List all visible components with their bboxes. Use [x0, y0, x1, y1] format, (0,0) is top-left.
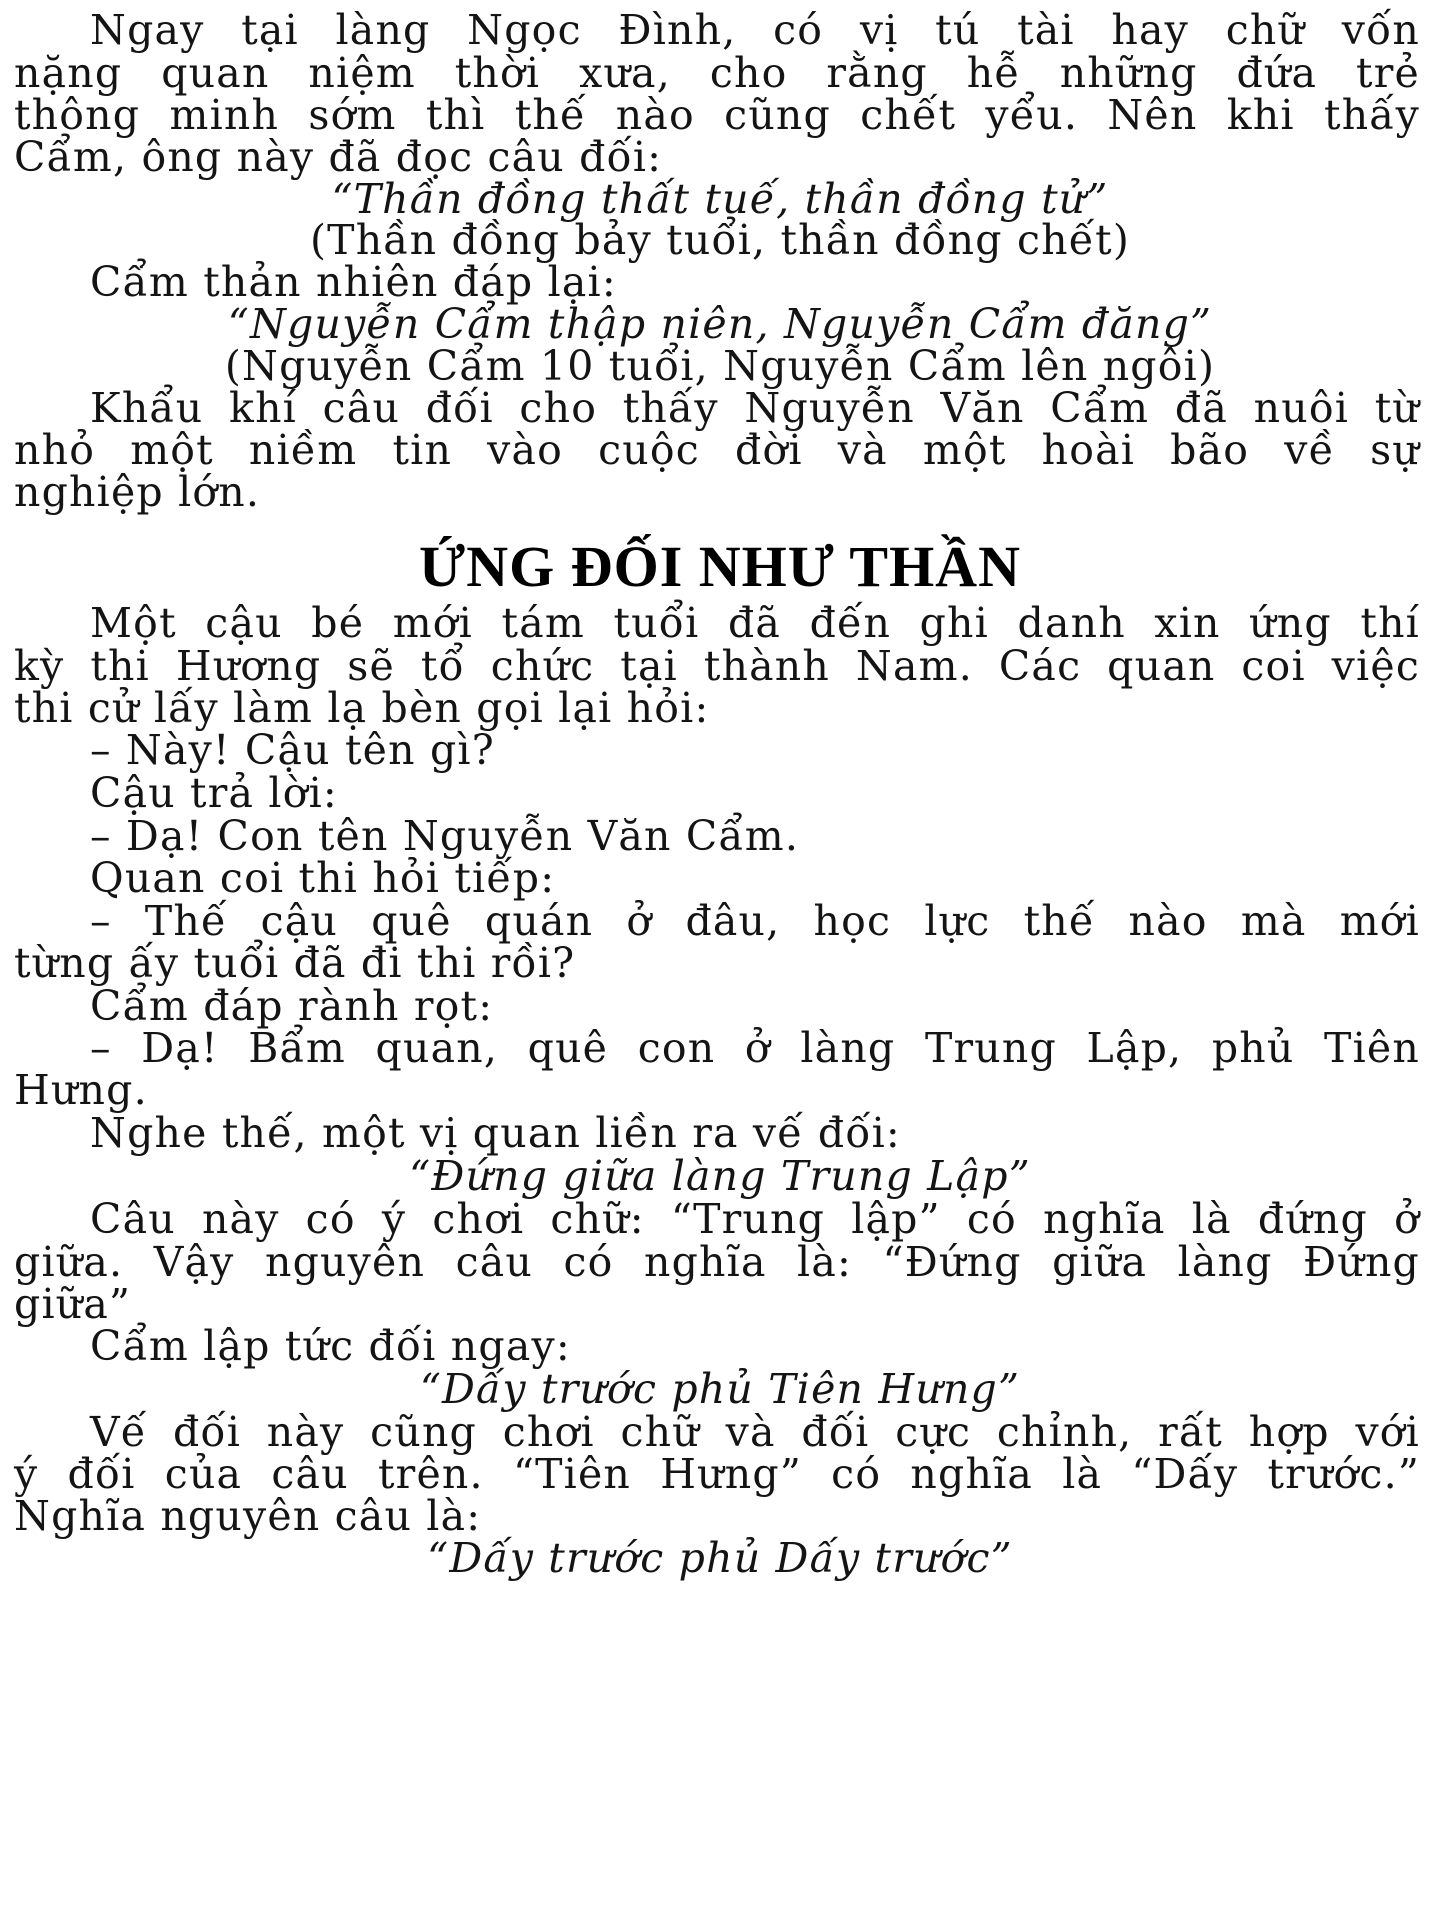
paragraph-line: Quan coi thi hỏi tiếp: [90, 854, 556, 902]
paragraph-line: Nghe thế, một vị quan liền ra vế đối: [90, 1109, 901, 1157]
dialogue-line: – Dạ! Con tên Nguyễn Văn Cẩm. [90, 812, 800, 860]
verse-line: “Nguyễn Cẩm thập niên, Nguyễn Cẩm đăng” [227, 300, 1213, 348]
paragraph-line: Cẩm lập tức đối ngay: [90, 1322, 571, 1370]
paragraph-line: thi cử lấy làm lạ bèn gọi lại hỏi: [14, 684, 710, 732]
paragraph-line: nặng quan niệm thời xưa, cho rằng hễ những đứa trẻ [14, 49, 1420, 97]
paragraph-line: Cẩm đáp rành rọt: [90, 982, 494, 1030]
paragraph-line: kỳ thi Hương sẽ tổ chức tại thành Nam. Các quan coi việc [14, 642, 1420, 690]
section-heading: ỨNG ĐỐI NHƯ THẦN [419, 534, 1021, 599]
verse-line: “Dấy trước phủ Tiên Hưng” [419, 1365, 1021, 1413]
verse-line: “Đứng giữa làng Trung Lập” [409, 1152, 1031, 1200]
dialogue-line: – Dạ! Bẩm quan, quê con ở làng Trung Lập, phủ Tiên [90, 1024, 1420, 1072]
paragraph-line: thông minh sớm thì thế nào cũng chết yểu. Nên khi thấy [14, 91, 1420, 139]
paragraph-line: Nghĩa nguyên câu là: [14, 1492, 482, 1540]
dialogue-line: Hưng. [14, 1066, 148, 1114]
paragraph-line: Câu này có ý chơi chữ: “Trung lập” có nghĩa là đứng ở [90, 1195, 1420, 1243]
paragraph-line: Cẩm thản nhiên đáp lại: [90, 258, 617, 306]
dialogue-line: – Này! Cậu tên gì? [90, 726, 495, 774]
paragraph-line: Ngay tại làng Ngọc Đình, có vị tú tài hay chữ vốn [90, 6, 1420, 54]
paragraph-line: Một cậu bé mới tám tuổi đã đến ghi danh xin ứng thí [90, 599, 1420, 647]
verse-translation: (Thần đồng bảy tuổi, thần đồng chết) [309, 216, 1131, 264]
verse-translation: (Nguyễn Cẩm 10 tuổi, Nguyễn Cẩm lên ngôi) [224, 342, 1216, 390]
paragraph-line: nhỏ một niềm tin vào cuộc đời và một hoài bão về sự [14, 426, 1420, 474]
dialogue-line: – Thế cậu quê quán ở đâu, học lực thế nào mà mới [90, 897, 1420, 945]
paragraph-line: Vế đối này cũng chơi chữ và đối cực chỉnh, rất hợp với [90, 1408, 1420, 1456]
verse-line: “Dấy trước phủ Dấy trước” [427, 1534, 1013, 1582]
paragraph-line: Cậu trả lời: [90, 769, 338, 817]
paragraph-line: Khẩu khí câu đối cho thấy Nguyễn Văn Cẩm đã nuôi từ [90, 384, 1420, 432]
dialogue-line: từng ấy tuổi đã đi thi rồi? [14, 939, 576, 987]
paragraph-line: giữa” [14, 1280, 132, 1328]
paragraph-line: ý đối của câu trên. “Tiên Hưng” có nghĩa là “Dấy trước.” [14, 1450, 1420, 1498]
verse-line: “Thần đồng thất tuế, thần đồng tử” [331, 175, 1109, 223]
paragraph-line: Cẩm, ông này đã đọc câu đối: [14, 133, 663, 181]
paragraph-line: giữa. Vậy nguyên câu có nghĩa là: “Đứng giữa làng Đứng [14, 1238, 1420, 1286]
paragraph-line: nghiệp lớn. [14, 468, 261, 516]
